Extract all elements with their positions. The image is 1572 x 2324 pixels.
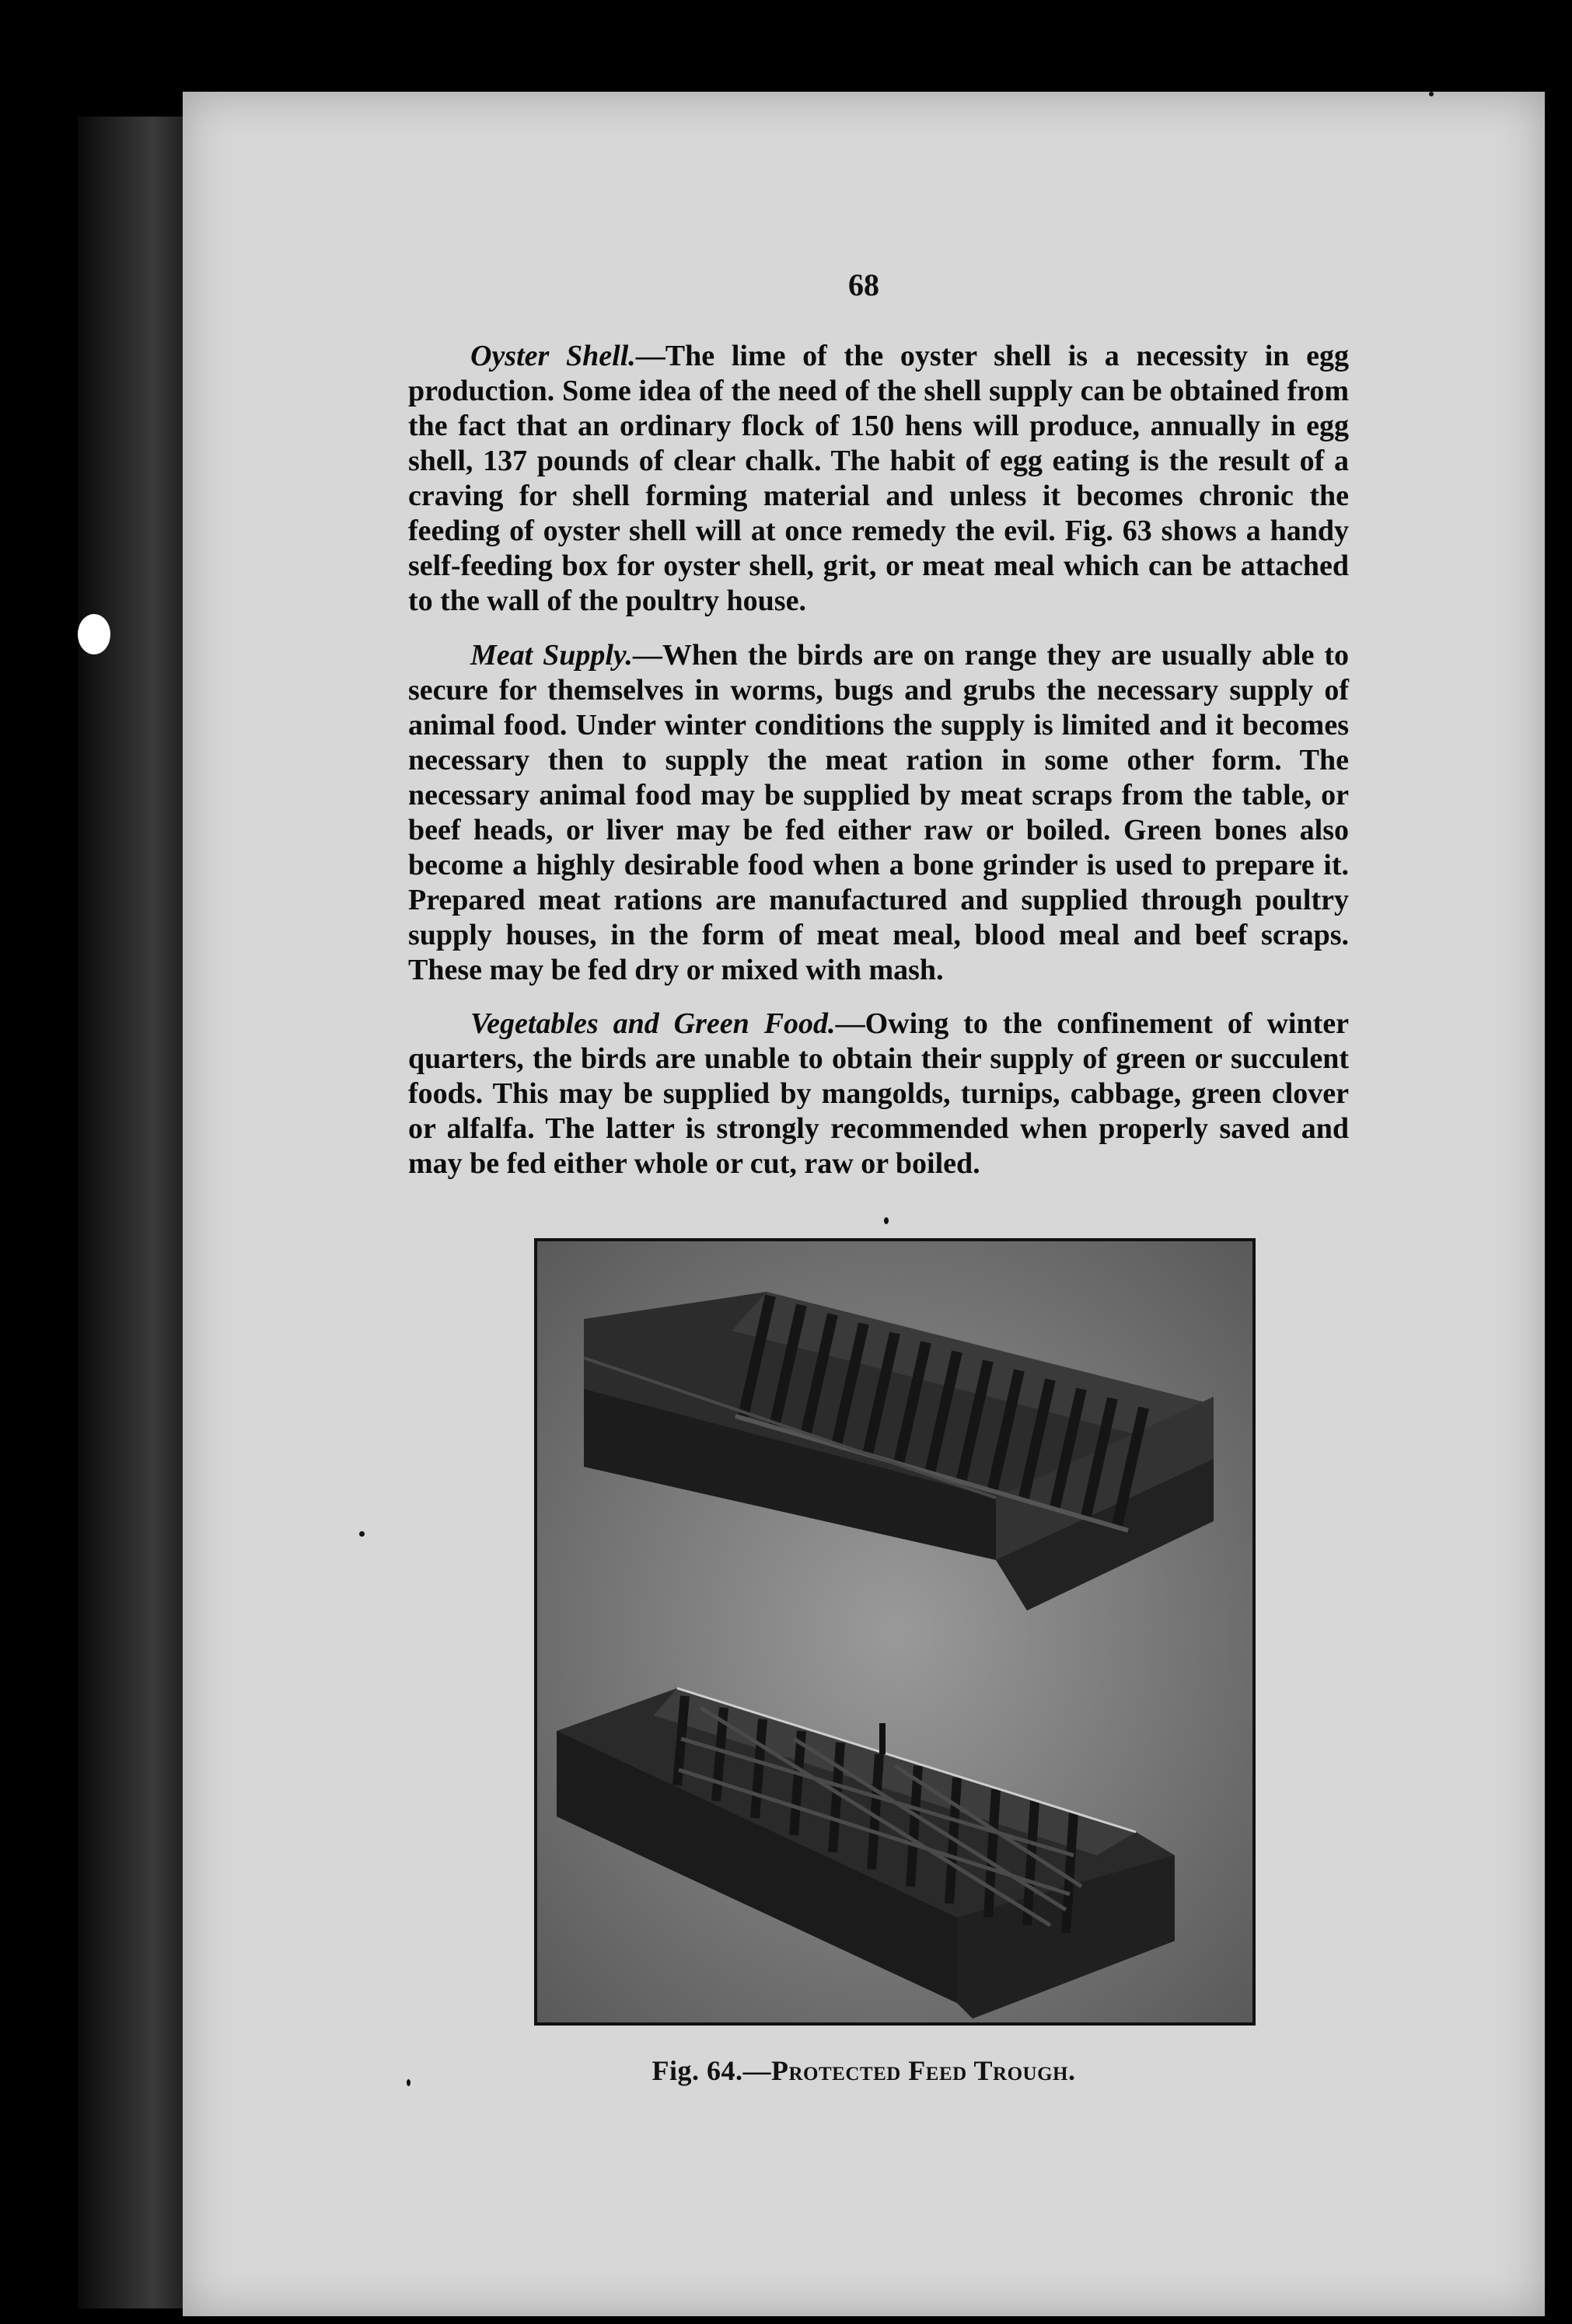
paragraph-body: —When the birds are on range they are usually able to secure for themselves in worms, bugs and grubs the necessary supply of animal food. Under winter conditions the supply is limited and it becomes necessary then to supply the meat ration in some other form. The necessary animal food may be supplied by meat scraps from the table, or beef heads, or liver may be fed either raw or boiled. Green bones also become a highly desirable food when a bone grinder is used to prepare it. Prepared meat rations are manufactured and supplied through poultry supply houses, in the form of meat meal, blood meal and beef scraps. These may be fed dry or mixed with mash. [408,639,1349,986]
dust-speck [1429,92,1434,96]
page-number: 68 [848,267,879,302]
feed-trough-photo [534,1238,1256,2026]
book-page [183,92,1545,2316]
paragraph-vegetables-green-food [408,1007,1349,1181]
paragraph-body: —The lime of the oyster shell is a necessity in egg production. Some idea of the need of the shell supply can be obtained from the fact that an ordinary flock of 150 hens will produce, annually in egg shell, 137 pounds of clear chalk. The habit of egg eating is the result of a craving for shell forming material and unless it becomes chronic the feeding of oyster shell will at once remedy the evil. Fig. 63 shows a handy self-feeding box for oyster shell, grit, or meat meal which can be attached to the wall of the poultry house. [408,340,1350,617]
paragraph-oyster-shell [408,339,1349,619]
dust-speck [407,2079,410,2086]
dust-speck [359,1531,365,1537]
dust-speck [884,1217,889,1224]
figure-caption-prefix: Fig. 64.— [652,2055,771,2086]
paragraph-body: —Owing to the confinement of winter quarters, the birds are unable to obtain their supply of green or succulent foods. This may be supplied by mangolds, turnips, cabbage, green clover or alfalfa. The latter is strongly recommended when properly saved and may be fed either whole or cut, raw or boiled. [408,1007,1349,1180]
paragraph-heading: Meat Supply. [470,639,633,672]
paper-tear-mark [78,614,110,654]
figure-caption [183,2054,1545,2087]
paragraph-heading: Vegetables and Green Food. [470,1007,836,1040]
book-binding-edge [78,117,187,2308]
feed-trough-illustration [537,1241,1252,2022]
paragraph-heading: Oyster Shell. [470,340,636,372]
figure-caption-title: Protected Feed Trough. [771,2055,1076,2086]
paragraph-meat-supply [408,638,1349,988]
